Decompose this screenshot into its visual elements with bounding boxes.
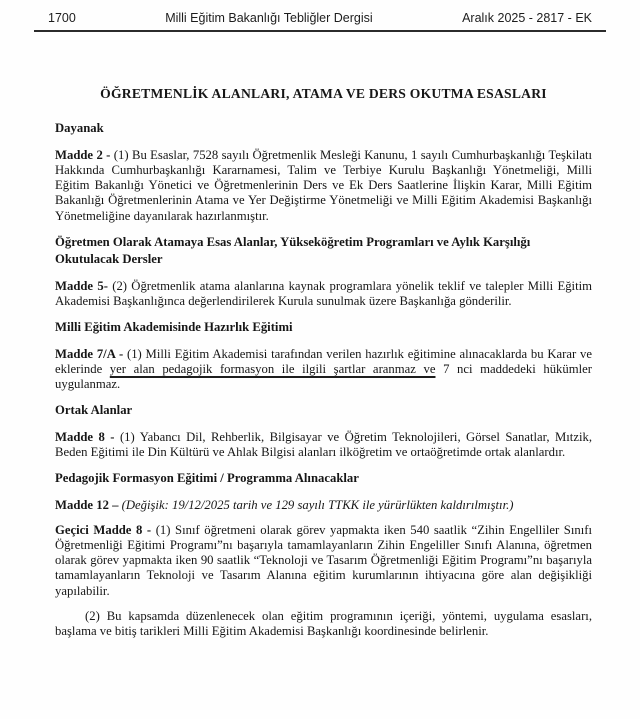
paragraph-madde-5	[55, 279, 592, 309]
paragraph-madde-8	[55, 430, 592, 460]
document-body	[55, 86, 592, 639]
issue-label: Aralık 2025 - 2817 - EK	[462, 11, 592, 25]
madde-8-label: Madde 8 -	[55, 429, 120, 444]
gecici-madde-8-label: Geçici Madde 8 -	[55, 522, 156, 537]
heading-dayanak: Dayanak	[55, 121, 104, 136]
madde-5-label: Madde 5-	[55, 278, 113, 293]
paragraph-gecici-madde-8	[55, 523, 592, 599]
heading-ortak-alanlar: Ortak Alanlar	[55, 403, 133, 418]
heading-atamaya-esas-alanlar: Öğretmen Olarak Atamaya Esas Alanlar, Yükseköğretim Programları ve Aylık Karşılığı Okutulacak Dersler	[55, 234, 531, 267]
fikra-2-text: (2) Bu kapsamda düzenlenecek olan eğitim programının içeriği, yöntemi, uygulama esasları, başlama ve bitiş tarikleri Milli Eğitim Akademisi Başkanlığı koordinesinde belirlenir.	[55, 608, 592, 639]
madde-7a-text-before: (1) Milli Eğitim Akademisi tarafından verilen hazırlık eğitimine alınacaklarda bu Karar ve eklerinde	[55, 346, 592, 376]
madde-2-text: (1) Bu Esaslar, 7528 sayılı Öğretmenlik Mesleği Kanunu, 1 sayılı Cumhurbaşkanlığı Teşkilatı Hakkında Cumhurbaşkanlığı Kararnamesi, Talim ve Terbiye Kurulu Başkanlığı Yönetmeliği, Milli Eğitim Bakanlığı Yönetici ve Öğretmenlerinin Ders ve Ek Ders Saatlerine İlişkin Karar, Milli Eğitim Bakanlığı Öğretmenlerinin Atama ve Yer Değiştirme Yönetmeliği ve Milli Eğitim Akademisi Başkanlığı Yönetmeliğine dayanılarak hazırlanmıştır.	[55, 147, 592, 223]
underlined-phrase: yer alan pedagojik formasyon ile ilgili şartlar aranmaz ve	[109, 361, 436, 376]
paragraph-madde-7a	[55, 347, 592, 393]
gecici-madde-8-text: (1) Sınıf öğretmeni olarak görev yapmakta iken 540 saatlik “Zihin Engelliler Sınıfı Öğretmenliği Eğitimi Programı”nı başarıyla tamamlayanların Zihin Engeliller Sınıfı Alanına, öğretmen olarak görev yapmakta iken 90 saatlik “Teknoloji ve Tasarım Öğretmenliği Eğitim Programı”nı başarıyla tamamlayanların Teknoloji ve Tasarım Alanına eğitim kurumlarının ihtiyacına göre alan değişikliği yapılabilir.	[55, 522, 592, 598]
paragraph-madde-12	[55, 498, 592, 513]
madde-7a-label: Madde 7/A -	[55, 346, 127, 361]
page-header	[34, 0, 606, 32]
madde-12-label: Madde 12 –	[55, 497, 122, 512]
heading-hazirlik-egitimi: Milli Eğitim Akademisinde Hazırlık Eğitimi	[55, 320, 293, 335]
paragraph-madde-2	[55, 148, 592, 224]
page-number: 1700	[48, 11, 76, 25]
madde-8-text: (1) Yabancı Dil, Rehberlik, Bilgisayar ve Öğretim Teknolojileri, Görsel Sanatlar, Mıtzik, Beden Eğitimi ile Din Kültürü ve Ahlak Bilgisi alanları ilköğretim ve ortaöğretimde ortak alanlardır.	[55, 429, 592, 459]
paragraph-fikra-2	[55, 609, 592, 639]
madde-5-text: (2) Öğretmenlik atama alanlarına kaynak programlara yönelik teklif ve talepler Milli Eğitim Akademisi Başkanlığınca değerlendirilerek Kurula sunulmak üzere Başkanlığa gönderilir.	[55, 278, 592, 308]
journal-title: Milli Eğitim Bakanlığı Tebliğler Dergisi	[165, 11, 373, 25]
heading-pedagojik-formasyon: Pedagojik Formasyon Eğitimi / Programma Alınacaklar	[55, 471, 359, 486]
madde-7a-text-after: 7 nci maddedeki hükümler uygulanmaz.	[55, 361, 592, 392]
madde-12-repeal-note: (Değişik: 19/12/2025 tarih ve 129 sayılı TTKK ile yürürlükten kaldırılmıştır.)	[121, 497, 514, 512]
madde-2-label: Madde 2 -	[55, 147, 114, 162]
document-title: ÖĞRETMENLİK ALANLARI, ATAMA VE DERS OKUTMA ESASLARI	[100, 86, 547, 101]
